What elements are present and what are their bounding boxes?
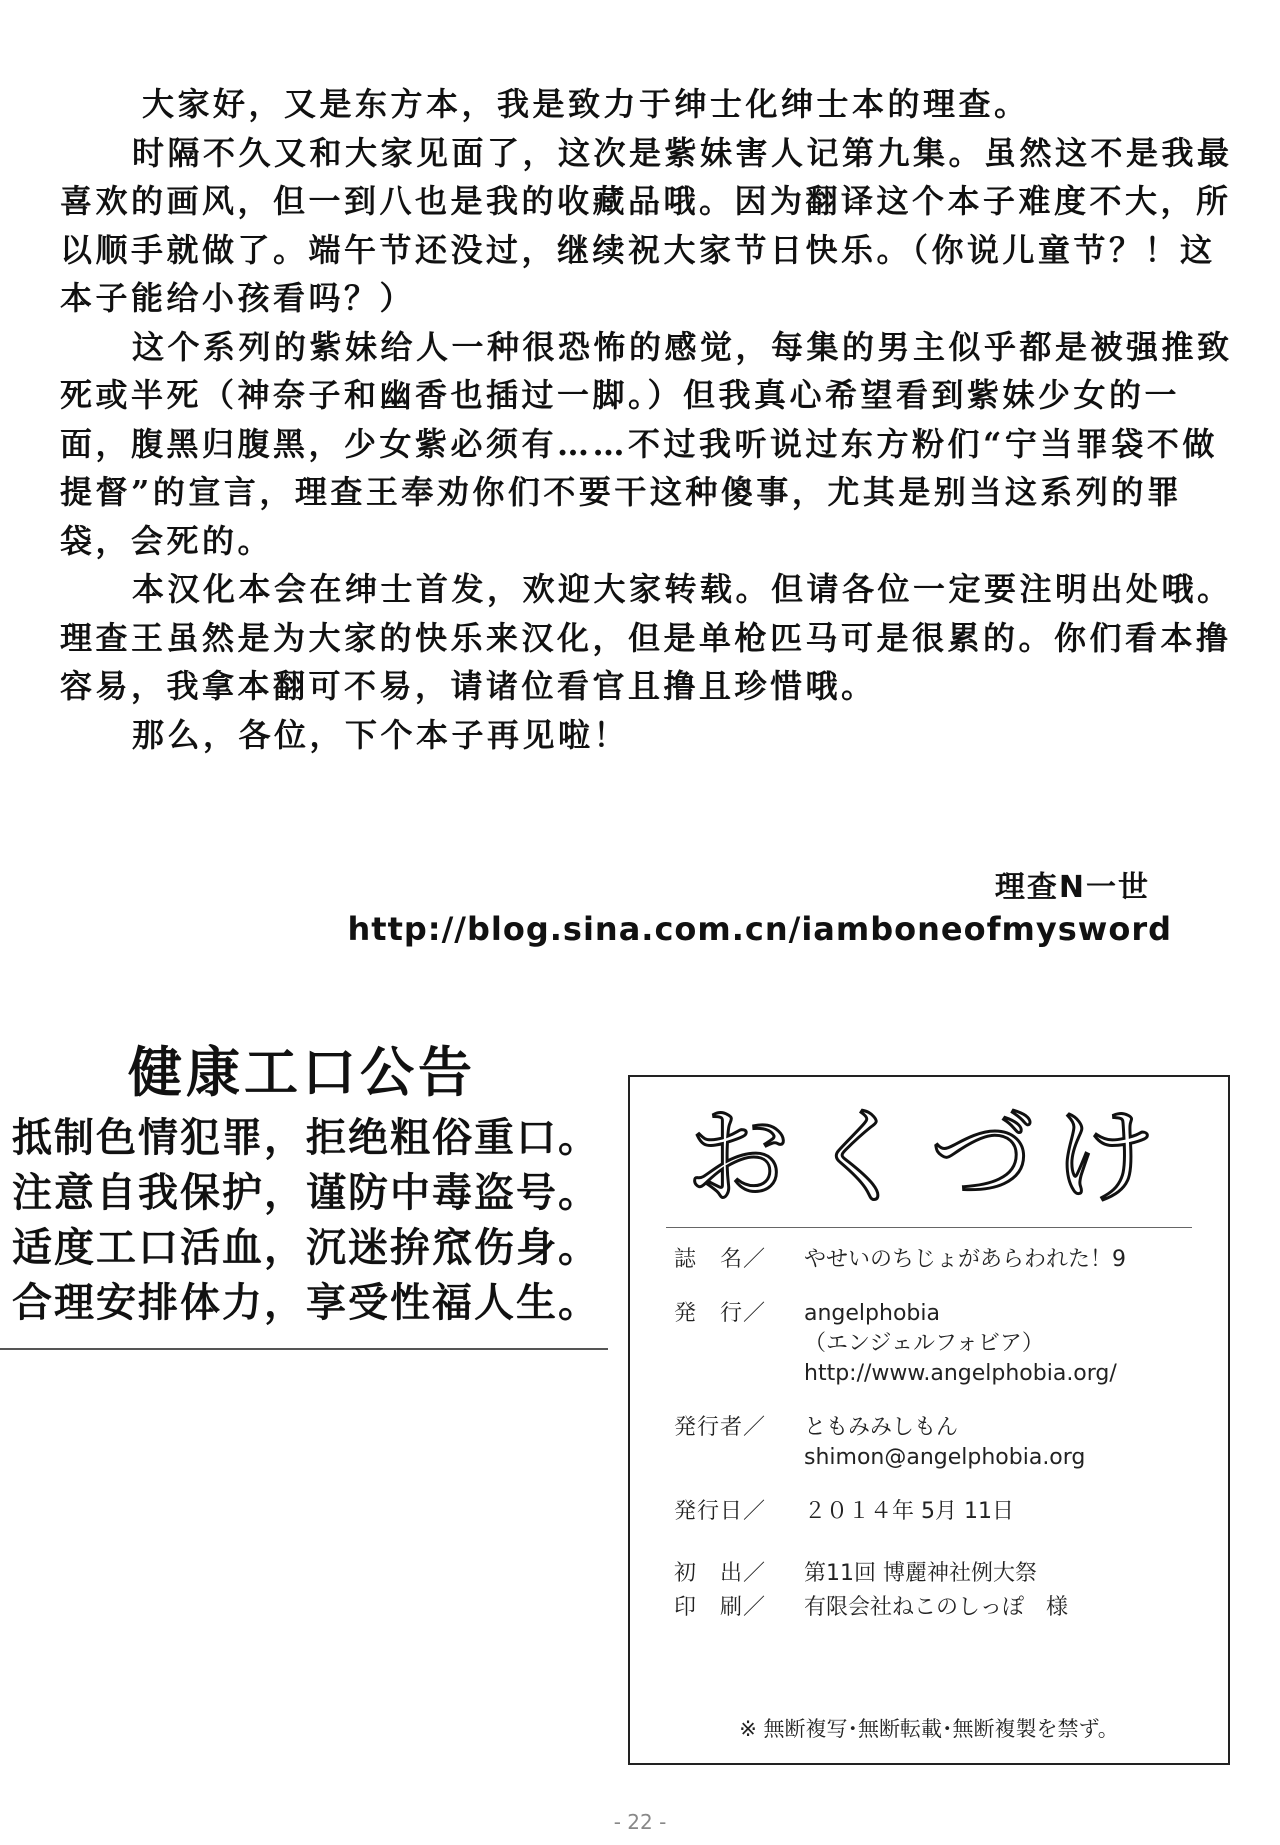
colophon-title	[670, 1095, 1190, 1215]
colophon-divider	[666, 1227, 1192, 1228]
field-magazine	[674, 1245, 1214, 1275]
letter-paragraph: 这个系列的紫妹给人一种很恐怖的感觉，每集的男主似乎都是被强推致死或半死（神奈子和幽香也插过一脚。）但我真心希望看到紫妹少女的一面，腹黑归腹黑，少女紫必须有……不过我听说过东方粉们“宁当罪袋不做提督”的宣言，理查王奉劝你们不要干这种傻事，尤其是别当这系列的罪袋，会死的。	[60, 327, 1233, 560]
colophon-title-text: おくづけ	[685, 1096, 1175, 1215]
field-publisher	[674, 1299, 1214, 1389]
notice-line: 注意自我保护，谨防中毒盗号。	[12, 1169, 600, 1216]
field-value: 第11回 博麗神社例大祭	[804, 1561, 1037, 1586]
blog-url[interactable]: http://blog.sina.com.cn/iamboneofmysword	[347, 910, 1172, 948]
publisher-url[interactable]: http://www.angelphobia.org/	[804, 1361, 1117, 1386]
letter	[60, 80, 1240, 759]
field-value: やせいのちじょがあらわれた！9	[804, 1247, 1126, 1272]
letter-paragraph: 时隔不久又和大家见面了，这次是紫妹害人记第九集。虽然这不是我最喜欢的画风，但一到八也是我的收藏品哦。因为翻译这个本子难度不大，所以顺手就做了。端午节还没过，继续祝大家节日快乐。（你说儿童节？！这本子能给小孩看吗？）	[60, 133, 1233, 317]
field-label: 発 行／	[674, 1301, 767, 1326]
letter-paragraph: 本汉化本会在绅士首发，欢迎大家转载。但请各位一定要注明出处哦。理查王虽然是为大家的快乐来汉化，但是单枪匹马可是很累的。你们看本撸容易，我拿本翻可不易，请诸位看官且撸且珍惜哦。	[60, 570, 1233, 705]
field-value: 有限会社ねこのしっぽ 様	[804, 1595, 1069, 1620]
author-email[interactable]: shimon@angelphobia.org	[804, 1445, 1086, 1470]
field-value: ともみみしもん	[804, 1415, 959, 1440]
field-label: 誌 名／	[674, 1247, 767, 1272]
page-number: - 22 -	[613, 1810, 667, 1834]
notice-line: 适度工口活血，沉迷拚窊伤身。	[12, 1224, 600, 1271]
colophon-box	[628, 1075, 1230, 1765]
field-label: 印 刷／	[674, 1595, 767, 1620]
field-value: （エンジェルフォビア）	[804, 1331, 1044, 1356]
copyright-notice: ※ 無断複写･無断転載･無断複製を禁ず。	[739, 1717, 1119, 1741]
field-date	[674, 1497, 1214, 1527]
divider	[0, 1348, 608, 1350]
letter-greeting: 大家好，又是东方本，我是致力于绅士化绅士本的理查。	[142, 85, 1030, 123]
field-label: 発行者／	[674, 1415, 767, 1440]
field-label: 初 出／	[674, 1561, 767, 1586]
notice-line: 合理安排体力，享受性福人生。	[12, 1279, 600, 1326]
colophon-title-svg	[670, 1095, 1190, 1215]
field-label: 発行日／	[674, 1499, 767, 1524]
notice-line: 抵制色情犯罪，拒绝粗俗重口。	[12, 1114, 600, 1161]
notice-lines	[12, 1110, 624, 1330]
field-value: angelphobia	[804, 1301, 940, 1326]
signature: 理查N一世	[994, 870, 1150, 905]
field-value: ２０１４年 5月 11日	[804, 1499, 1014, 1524]
field-author	[674, 1413, 1214, 1473]
notice-title: 健康工口公告	[128, 1040, 476, 1104]
field-debut	[674, 1559, 1214, 1589]
letter-closing: 那么，各位，下个本子再见啦！	[132, 715, 630, 754]
field-printer	[674, 1593, 1214, 1623]
